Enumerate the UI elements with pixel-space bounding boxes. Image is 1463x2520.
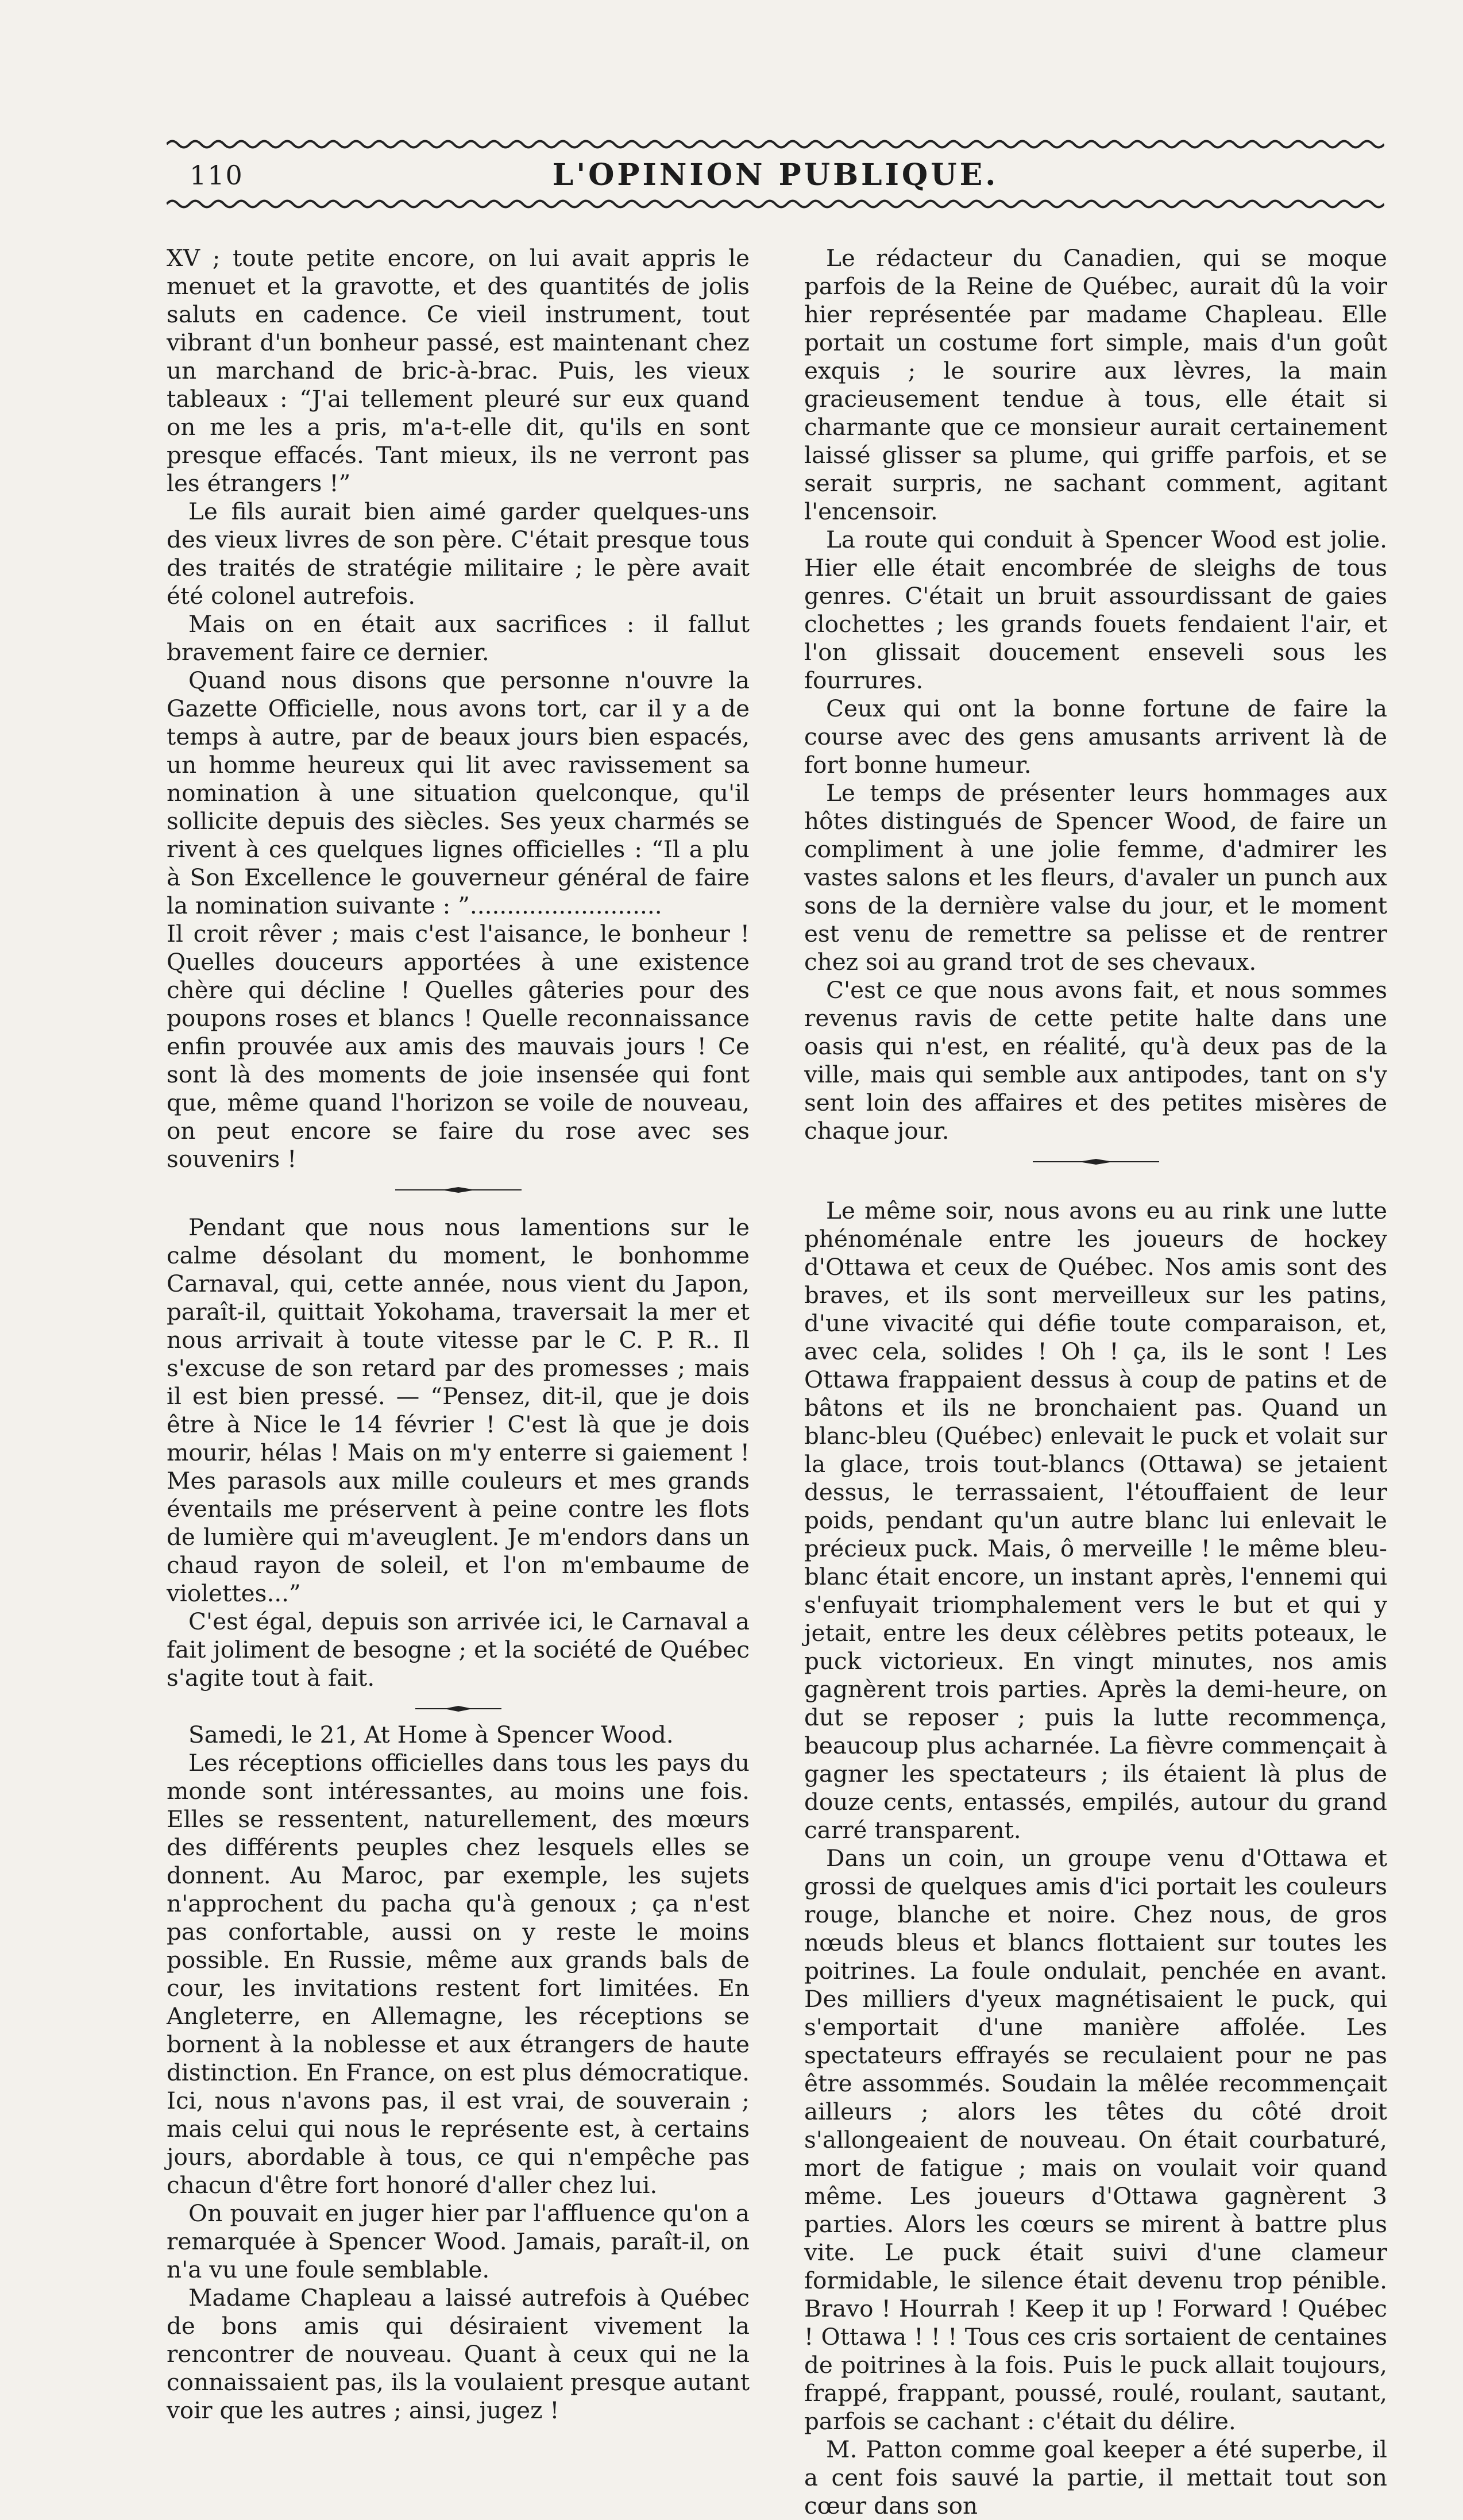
paragraph: Ceux qui ont la bonne fortune de faire la course avec des gens amusants arrivent là de fort bonne humeur. (804, 695, 1387, 779)
paragraph: Dans un coin, un groupe venu d'Ottawa et grossi de quelques amis d'ici portait les couleurs rouge, blanche et noire. Chez nous, de gros nœuds bleus et blancs flottaient sur toutes les poitrines. La foule ondulait, penchée en avant. Des milliers d'yeux magnétisaient le puck, qui s'emportait d'une manière affolée. Les spectateurs effrayés se reculaient pour ne pas être assommés. Soudain la mêlée recommençait ailleurs ; alors les têtes du côté droit s'allongeaient de nouveau. On était courbaturé, mort de fatigue ; mais on voulait voir quand même. Les joueurs d'Ottawa gagnèrent 3 parties. Alors les cœurs se mirent à battre plus vite. Le puck était suivi d'une clameur formidable, le silence était devenu trop pénible. Bravo ! Hourrah ! Keep it up ! Forward ! Québec ! Ottawa ! ! ! Tous ces cris sortaient de centaines de poitrines à la fois. Puis le puck allait toujours, frappé, frappant, poussé, roulé, roulant, sautant, parfois se cachant : c'était du délire. (804, 1844, 1387, 2435)
section-divider (804, 1145, 1387, 1197)
right-column (804, 244, 1387, 2520)
paragraph: Pendant que nous nous lamentions sur le calme désolant du moment, le bonhomme Carnaval, qui, cette année, nous vient du Japon, paraît-il, quittait Yokohama, traversait la mer et nous arrivait à toute vitesse par le C. P. R.. Il s'excuse de son retard par des promesses ; mais il est bien pressé. — “Pensez, dit-il, que je dois être à Nice le 14 février ! C'est là que je dois mourir, hélas ! Mais on m'y enterre si gaiement ! Mes parasols aux mille couleurs et mes grands éventails me préservent à peine contre les flots de lumière qui m'aveuglent. Je m'endors dans un chaud rayon de soleil, et l'on m'embaume de violettes...” (167, 1213, 750, 1607)
section-divider (167, 1173, 750, 1213)
paragraph: Samedi, le 21, At Home à Spencer Wood. (188, 1721, 674, 1748)
wavy-rule-top (167, 138, 1384, 151)
page-number: 110 (190, 160, 244, 191)
paragraph: Le fils aurait bien aimé garder quelques-uns des vieux livres de son père. C'était presque tous des traités de stratégie militaire ; le père avait été colonel autrefois. (167, 498, 750, 610)
paragraph: Madame Chapleau a laissé autrefois à Québec de bons amis qui désiraient vivement la rencontrer de nouveau. Quant à ceux qui ne la connaissaient pas, ils la voulaient presque autant voir que les autres ; ainsi, jugez ! (167, 2284, 750, 2424)
paragraph: Mais on en était aux sacrifices : il fallut bravement faire ce dernier. (167, 610, 750, 666)
paragraph: M. Patton comme goal keeper a été superbe, il a cent fois sauvé la partie, il mettait tout son cœur dans son (804, 2436, 1387, 2519)
paragraph: Les réceptions officielles dans tous les pays du monde sont intéressantes, au moins une fois. Elles se ressentent, naturellement, des mœurs des différents peuples chez lesquels elles se donnent. Au Maroc, par exemple, les sujets n'approchent du pacha qu'à genoux ; ça n'est pas confortable, aussi on y reste le moins possible. En Russie, même aux grands bals de cour, les invitations restent fort limitées. En Angleterre, en Allemagne, les réceptions se bornent à la noblesse et aux étrangers de haute distinction. En France, on est plus démocratique. Ici, nous n'avons pas, il est vrai, de souverain ; mais celui qui nous le représente est, à certains jours, abordable à tous, ce qui n'empêche pas chacun d'être fort honoré d'aller chez lui. (167, 1749, 750, 2199)
page-header (167, 138, 1384, 218)
paragraph: Le même soir, nous avons eu au rink une lutte phénoménale entre les joueurs de hockey d'Ottawa et ceux de Québec. Nos amis sont des braves, et ils sont merveilleux sur les patins, d'une vivacité qui défie toute comparaison, et, avec cela, solides ! Oh ! ça, ils le sont ! Les Ottawa frappaient dessus à coup de patins et de bâtons et ils ne bronchaient pas. Quand un blanc-bleu (Québec) enlevait le puck et volait sur la glace, trois tout-blancs (Ottawa) se jetaient dessus, le terrassaient, l'étouffaient de leur poids, pendant qu'un autre blanc lui enlevait le précieux puck. Mais, ô merveille ! le même bleu-blanc était encore, un instant après, l'ennemi qui s'enfuyait triomphalement vers le but et qui y jetait, entre les deux célèbres petits poteaux, le puck victorieux. En vingt minutes, nos amis gagnèrent trois parties. Après la demi-heure, on dut se reposer ; puis la lutte recommença, beaucoup plus acharnée. La fièvre commençait à gagner les spectateurs ; ils étaient là plus de douze cents, entassés, empilés, autour du grand carré transparent. (804, 1197, 1387, 1844)
paragraph: On pouvait en juger hier par l'affluence qu'on a remarquée à Spencer Wood. Jamais, paraît-il, on n'a vu une foule semblable. (167, 2199, 750, 2283)
paragraph: Quand nous disons que personne n'ouvre la Gazette Officielle, nous avons tort, car il y a de temps à autre, par de beaux jours bien espacés, un homme heureux qui lit avec ravissement sa nomination à une situation quelconque, qu'il sollicite depuis des siècles. Ses yeux charmés se rivent à ces quelques lignes officielles : “Il a plu à Son Excellence le gouverneur général de faire la nomination suivante : ”.......................... (167, 666, 750, 919)
section-divider (167, 1692, 750, 1721)
paragraph: Le temps de présenter leurs hommages aux hôtes distingués de Spencer Wood, de faire un compliment à une jolie femme, d'admirer les vastes salons et les fleurs, d'avaler un punch aux sons de la dernière valse du jour, et le moment est venu de remettre sa pelisse et de rentrer chez soi au grand trot de ses chevaux. (804, 779, 1387, 976)
paragraph: Le rédacteur du Canadien, qui se moque parfois de la Reine de Québec, aurait dû la voir hier représentée par madame Chapleau. Elle portait un costume fort simple, mais d'un goût exquis ; le sourire aux lèvres, la main gracieusement tendue à tous, elle était si charmante que ce monsieur aurait certainement laissé glisser sa plume, qui griffe parfois, et se serait surpris, ne sachant comment, agitant l'encensoir. (804, 244, 1387, 525)
paragraph: C'est égal, depuis son arrivée ici, le Carnaval a fait joliment de besogne ; et la société de Québec s'agite tout à fait. (167, 1608, 750, 1691)
paragraph: La route qui conduit à Spencer Wood est jolie. Hier elle était encombrée de sleighs de tous genres. C'était un bruit assourdissant de gaies clochettes ; les grands fouets fendaient l'air, et l'on glissait doucement enseveli sous les fourrures. (804, 526, 1387, 694)
wavy-rule-bottom (167, 198, 1384, 210)
paragraph: C'est ce que nous avons fait, et nous sommes revenus ravis de cette petite halte dans une oasis qui n'est, en réalité, qu'à deux pas de la ville, mais qui semble aux antipodes, tant on s'y sent loin des affaires et des petites misères de chaque jour. (804, 976, 1387, 1145)
paragraph: XV ; toute petite encore, on lui avait appris le menuet et la gravotte, et des quantités de jolis saluts en cadence. Ce vieil instrument, tout vibrant d'un bonheur passé, est maintenant chez un marchand de bric-à-brac. Puis, les vieux tableaux : “J'ai tellement pleuré sur eux quand on me les a pris, m'a-t-elle dit, qu'ils en sont presque effacés. Tant mieux, ils ne verront pas les étrangers !” (167, 244, 750, 497)
left-column (167, 244, 750, 2425)
paragraph: Il croit rêver ; mais c'est l'aisance, le bonheur ! Quelles douceurs apportées à une existence chère qui décline ! Quelles gâteries pour des poupons roses et blancs ! Quelle reconnaissance enfin prouvée aux amis des mauvais jours ! Ce sont là des moments de joie insensée qui font que, même quand l'horizon se voile de nouveau, on peut encore se faire du rose avec ses souvenirs ! (167, 920, 750, 1173)
journal-title: L'OPINION PUBLIQUE. (552, 157, 999, 192)
